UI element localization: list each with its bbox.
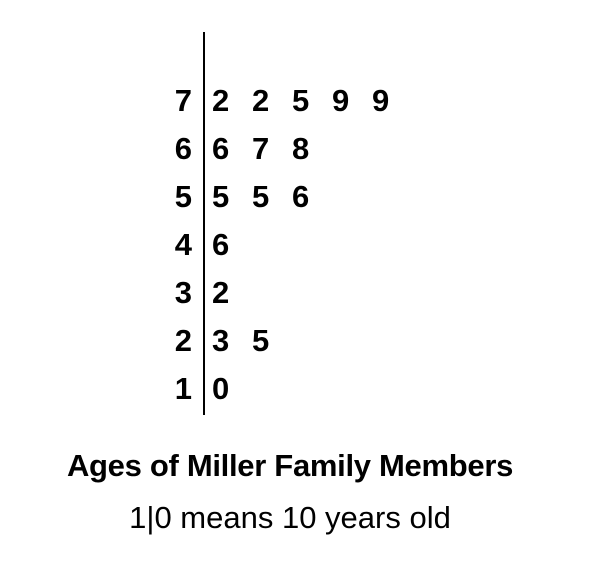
- leaf-value: 6: [212, 227, 230, 262]
- leaf-value: 6: [292, 179, 310, 214]
- plot-row: [175, 227, 230, 262]
- leaf-value: 5: [212, 179, 230, 214]
- leaf-value: 9: [372, 83, 390, 118]
- chart-title: Ages of Miller Family Members: [66, 448, 514, 483]
- plot-row: [175, 179, 310, 214]
- plot-rows: [175, 83, 390, 406]
- leaf-value: 6: [212, 131, 230, 166]
- plot-row: [175, 371, 230, 406]
- stem-value: 1: [174, 371, 192, 406]
- stem-value: 5: [174, 179, 192, 214]
- stem-value: 2: [174, 323, 192, 358]
- leaf-value: 0: [212, 371, 230, 406]
- leaf-value: 3: [212, 323, 230, 358]
- leaf-value: 2: [212, 275, 230, 310]
- plot-row: [175, 275, 230, 310]
- leaf-value: 9: [332, 83, 350, 118]
- stem-value: 4: [174, 227, 192, 262]
- plot-row: [175, 131, 310, 166]
- chart-key: 1|0 means 10 years old: [129, 500, 451, 535]
- stem-value: 6: [174, 131, 192, 166]
- leaf-value: 2: [212, 83, 230, 118]
- leaf-value: 5: [252, 323, 270, 358]
- leaf-value: 7: [252, 131, 270, 166]
- plot-row: [175, 83, 390, 118]
- stem-value: 3: [174, 275, 192, 310]
- leaf-value: 8: [292, 131, 310, 166]
- stem-value: 7: [174, 83, 192, 118]
- plot-row: [175, 323, 270, 358]
- leaf-value: 2: [252, 83, 270, 118]
- leaf-value: 5: [292, 83, 310, 118]
- leaf-value: 5: [252, 179, 270, 214]
